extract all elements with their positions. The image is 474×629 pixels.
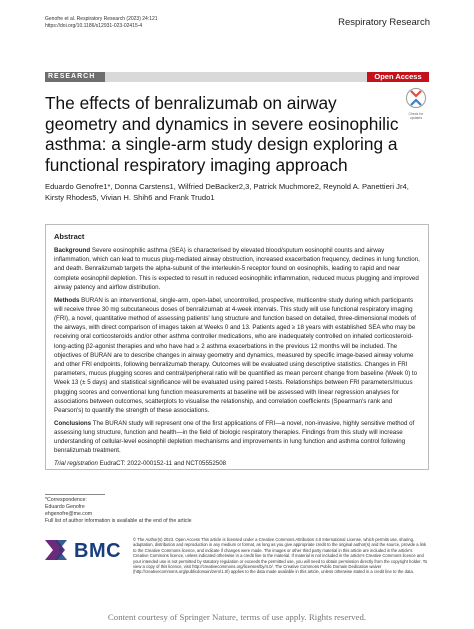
correspondence-name: Eduardo Genofre [45, 504, 85, 510]
authors-line: Kirsty Rhodes5, Vivian H. Shih6 and Frank Trudo1 [45, 192, 215, 202]
conclusions-label: Conclusions [54, 419, 92, 427]
abstract-conclusions [54, 419, 422, 456]
author-info-note: Full list of author information is available at the end of the article [45, 518, 192, 524]
doi-link[interactable]: https://doi.org/10.1186/s12931-023-02415-4 [45, 23, 143, 29]
open-access-badge: Open Access [367, 72, 429, 82]
citation-header [45, 16, 158, 30]
springer-credit: Content courtesy of Springer Nature, terms of use apply. Rights reserved. [107, 612, 367, 622]
abstract-methods [54, 296, 422, 416]
author-list [45, 182, 429, 203]
correspondence-block [45, 497, 191, 525]
methods-label: Methods [54, 296, 80, 304]
abstract-trial [54, 459, 422, 468]
abstract-background [54, 246, 422, 292]
authors-line: Eduardo Genofre1*, Donna Carstens1, Wilfried DeBacker2,3, Patrick Muchmore2, Reynold A. Panettieri Jr4, [45, 182, 409, 191]
citation-line: Genofre et al. Respiratory Research (2023) 24:121 [45, 16, 158, 22]
crossmark-icon[interactable] [405, 87, 427, 111]
trial-text: EudraCT: 2022-000152-11 and NCT05552508 [99, 459, 227, 467]
license-text: © The Author(s) 2023. Open Access This article is licensed under a Creative Commons Attribution 4.0 International License, which permits use, sharing, adaptation, distribution and reproduction in any medium or format, as long as you give appropriate credit to the original author(s) and the source, provide a link to the Creative Commons licence, and indicate if changes were made. The images or other third party material in this article are included in the article's Creative Commons licence, unless indicated otherwise in a credit line to the material. If material is not included in the article's Creative Commons licence and your intended use is not permitted by statutory regulation or exceeds the permitted use, you will need to obtain permission directly from the copyright holder. To view a copy of this licence, visit http://creativecommons.org/licenses/by/4.0/. The Creative Commons Public Domain Dedication waiver (http://creativecommons.org/publicdomain/zero/1.0/) applies to the data made available in this article, unless otherwise stated in a credit line to the data. [133, 537, 428, 575]
background-label: Background [54, 247, 91, 254]
research-label: RESEARCH [45, 72, 105, 82]
bmc-logo-text: BMC [74, 540, 122, 562]
correspondence-email[interactable]: ehgenofre@me.com [45, 511, 93, 517]
methods-text: BURAN is an interventional, single-arm, open-label, uncontrolled, prospective, multicentre study during which participants will receive three 30 mg subcutaneous doses of benralizumab at 4-week intervals. This study will use functional respiratory imaging (FRI), a novel, quantitative method of assessing patients' lung structure and function based on detailed, three-dimensional models of the airways, with direct comparison of images taken at Weeks 0 and 13. Patients aged ≥ 18 years with established SEA who may be receiving oral corticosteroids and/or other asthma controller medications, who are inadequately controlled on inhaled corticosteroid-long-acting β2-agonist therapies and who have had ≥ 2 asthma exacerbations in the previous 12 months will be included. The objectives of BURAN are to describe changes in airway geometry and dynamics, measured by specific image-based airway volume and other FRI endpoints, following benralizumab therapy. Outcomes will be evaluated using descriptive statistics. Changes in FRI parameters, mucus plugging scores and central/peripheral ratio will be quantified as mean percent change from baseline (Week 0) to Week 13 (± 5 days) and statistical significance will be evaluated using paired t-tests. Relationships between FRI parameters/mucus plugging scores and conventional lung function measurements at baseline will be assessed with linear regression analyses for associations between outcomes, scatterplots to visualise the relationship, and correlation coefficients (Spearman's rank and Pearson's) to quantify the strength of these associations. [54, 296, 418, 414]
background-text: Severe eosinophilic asthma (SEA) is characterised by elevated blood/sputum eosinophil counts and airway inflammation, which can lead to mucus plug-mediated airway obstruction, increased exacerbation frequency, declines in lung function, and death. Benralizumab targets the alpha-subunit of the interleukin-5 receptor found on eosinophils, leading to rapid and near complete eosinophil depletion. This is expected to result in reduced eosinophilic inflammation, reduced mucus plugging and improved airway patency and airflow distribution. [54, 247, 420, 291]
abstract-heading: Abstract [54, 232, 85, 241]
journal-name: Respiratory Research [338, 17, 430, 28]
correspondence-label: *Correspondence: [45, 497, 87, 503]
conclusions-text: The BURAN study will represent one of the first applications of FRI—a novel, non-invasive, highly sensitive method of assessing lung structure, function and health—in the field of biologic respiratory therapies. Findings from this study will increase understanding of cellular-level eosinophil depletion mechanisms and improvements in lung function and asthma control following benralizumab treatment. [54, 419, 415, 455]
article-type-bar [45, 72, 429, 82]
footnote-divider [45, 494, 105, 495]
abstract-body [54, 246, 422, 472]
crossmark-label: Check for updates [408, 112, 424, 120]
article-title: The effects of benralizumab on airway geometry and dynamics in severe eosinophilic asthma: a single-arm study design exploring a functional respiratory imaging approach [45, 93, 399, 175]
abstract-box [45, 224, 429, 470]
trial-label: Trial registration [54, 459, 98, 467]
